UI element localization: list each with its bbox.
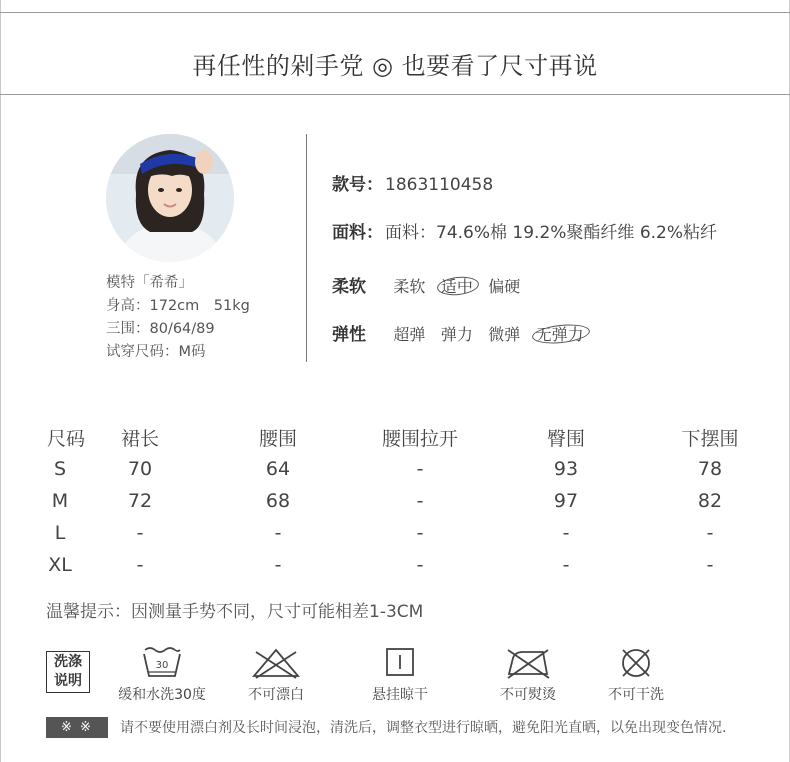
care-item-gentle-wash [108, 646, 216, 704]
top-rule [0, 12, 790, 13]
model-photo [106, 134, 234, 262]
softness-key: 柔软 [332, 277, 366, 297]
table-cell: - [274, 522, 282, 544]
elasticity-key: 弹性 [332, 325, 366, 345]
softness-option-hard: 偏硬 [488, 277, 521, 296]
care-label-line2: 说明 [54, 673, 82, 689]
table-cell: 93 [553, 458, 579, 480]
page-title: 再任性的剁手党 ◎ 也要看了尺寸再说 [192, 52, 598, 80]
gentle-wash-30-icon [142, 646, 182, 680]
care-label-line1: 洗涤 [54, 654, 82, 670]
softness-option-medium-selected: 适中 [441, 274, 473, 297]
no-dry-clean-icon [617, 646, 655, 680]
table-cell: M [51, 490, 69, 512]
care-item-no-dry-clean [596, 646, 676, 704]
column-header-skirt-length: 裙长 [120, 428, 160, 450]
table-cell: - [274, 554, 282, 576]
note-badge: ※ ※ [46, 717, 108, 738]
care-label: 悬挂晾干 [372, 687, 428, 703]
model-info [106, 272, 250, 364]
care-item-no-iron [488, 646, 568, 704]
table-cell: S [53, 458, 67, 480]
table-cell: 68 [265, 490, 291, 512]
model-name: 模特「希希」 [106, 275, 193, 291]
model-measurements: 三围：80/64/89 [106, 321, 215, 337]
elasticity-option-none-selected: 无弹力 [536, 322, 584, 345]
table-cell: 72 [127, 490, 153, 512]
column-header-hip: 臀围 [546, 428, 586, 450]
care-label: 不可漂白 [248, 687, 304, 703]
no-iron-icon [503, 646, 553, 680]
table-cell: - [136, 522, 144, 544]
table-cell: 64 [265, 458, 291, 480]
elasticity-row [332, 320, 584, 345]
elasticity-option-slight: 微弹 [488, 325, 521, 344]
table-row [0, 522, 790, 546]
hang-dry-icon [384, 646, 416, 680]
table-cell: 70 [127, 458, 153, 480]
style-number-row [332, 170, 493, 195]
style-number-value: 1863110458 [385, 175, 494, 195]
table-row [0, 458, 790, 482]
table-cell: - [416, 554, 424, 576]
size-table-header [0, 424, 790, 448]
model-fit-size: 试穿尺码：M码 [106, 344, 206, 360]
care-label: 不可熨烫 [500, 687, 556, 703]
table-cell: - [416, 490, 424, 512]
table-cell: - [562, 522, 570, 544]
softness-option-soft: 柔软 [393, 277, 426, 296]
care-instructions-label [46, 651, 90, 693]
elasticity-option-super: 超弹 [393, 325, 426, 344]
table-cell: - [706, 554, 714, 576]
table-cell: - [416, 522, 424, 544]
model-height-weight: 身高：172cm 51kg [106, 298, 250, 314]
header-rule [0, 94, 790, 95]
table-cell: - [562, 554, 570, 576]
no-bleach-icon [250, 646, 302, 680]
column-header-waist-stretched: 腰围拉开 [381, 428, 459, 450]
column-header-waist: 腰围 [258, 428, 298, 450]
table-cell: L [54, 522, 66, 544]
care-item-hang-dry [360, 646, 440, 704]
column-header-hem: 下摆围 [681, 428, 739, 450]
measurement-tip: 温馨提示：因测量手势不同，尺寸可能相差1-3CM [46, 602, 424, 622]
fabric-value: 面料：74.6%棉 19.2%聚酯纤维 6.2%粘纤 [385, 223, 718, 243]
table-cell: - [136, 554, 144, 576]
table-cell: 97 [553, 490, 579, 512]
fabric-key: 面料： [332, 223, 383, 243]
care-label: 不可干洗 [608, 687, 664, 703]
care-item-no-bleach [236, 646, 316, 704]
style-number-key: 款号： [332, 175, 383, 195]
wash-temp: 30 [155, 660, 169, 671]
table-cell: - [416, 458, 424, 480]
table-cell: - [706, 522, 714, 544]
care-note-text: 请不要使用漂白剂及长时间浸泡，清洗后，调整衣型进行晾晒，避免阳光直晒，以免出现变色情况. [120, 720, 727, 736]
table-cell: XL [48, 554, 72, 576]
care-label: 缓和水洗30度 [118, 687, 206, 703]
fabric-row [332, 218, 717, 243]
vertical-divider [306, 134, 307, 362]
table-cell: 78 [697, 458, 723, 480]
table-cell: 82 [697, 490, 723, 512]
table-row [0, 490, 790, 514]
table-row [0, 554, 790, 578]
column-header-size: 尺码 [46, 428, 86, 450]
softness-row [332, 272, 520, 297]
elasticity-option-stretch: 弹力 [440, 325, 473, 344]
